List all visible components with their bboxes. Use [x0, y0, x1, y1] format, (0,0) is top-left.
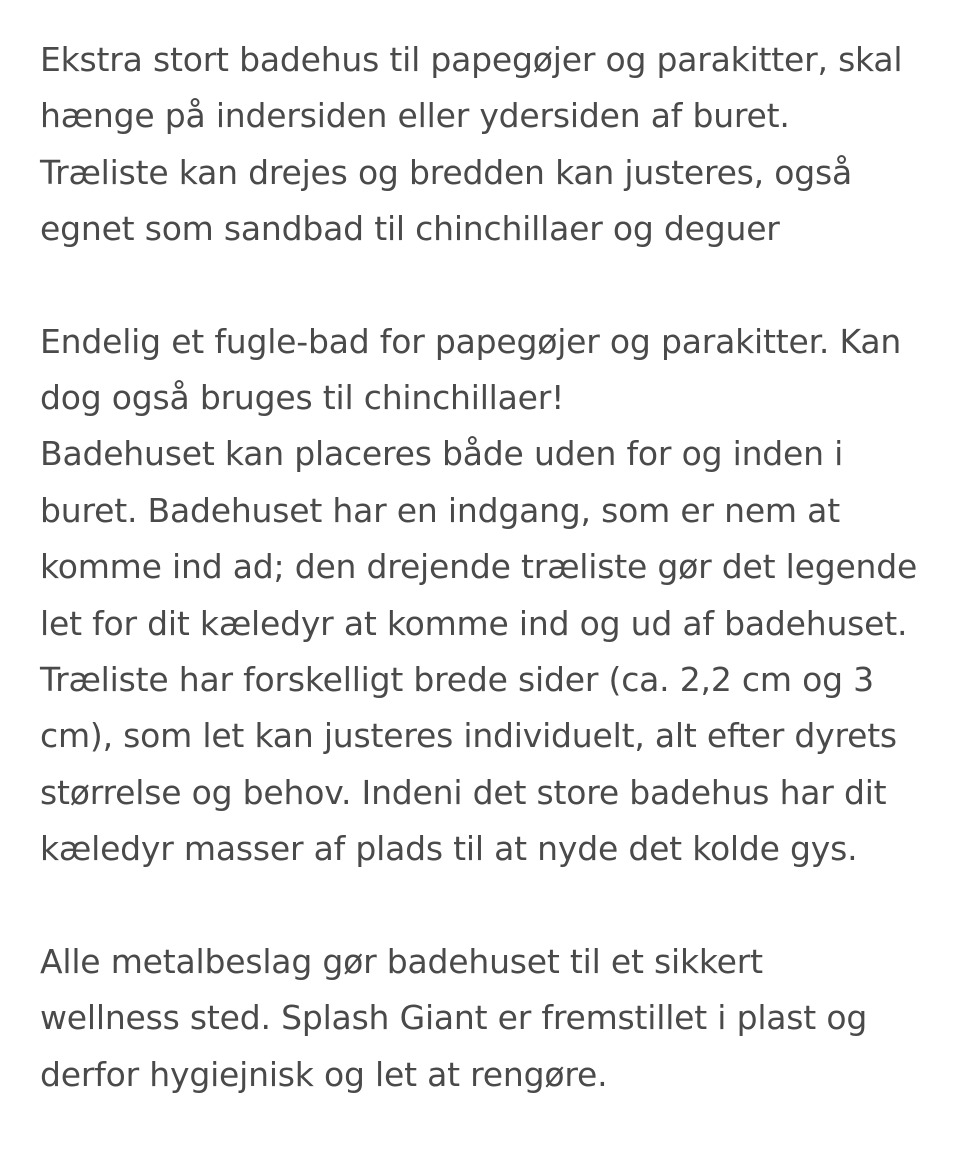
description-paragraph-1	[40, 32, 930, 258]
description-line: Træliste har forskelligt brede sider (ca. 2,2 cm og 3	[40, 660, 874, 700]
description-line: let for dit kæledyr at komme ind og ud af badehuset.	[40, 603, 908, 643]
description-line: kæledyr masser af plads til at nyde det kolde gys.	[40, 829, 858, 869]
description-line: Badehuset kan placeres både uden for og inden i	[40, 434, 844, 474]
description-paragraph-3	[40, 934, 930, 1103]
description-line: størrelse og behov. Indeni det store badehus har dit	[40, 772, 887, 812]
description-line: Alle metalbeslag gør badehuset til et sikkert	[40, 941, 763, 981]
description-line: wellness sted. Splash Giant er fremstillet i plast og	[40, 998, 868, 1038]
description-line: Endelig et fugle-bad for papegøjer og parakitter. Kan	[40, 321, 902, 361]
description-line: Træliste kan drejes og bredden kan justeres, også	[40, 152, 853, 192]
product-description	[40, 32, 930, 1159]
description-line: egnet som sandbad til chinchillaer og deguer	[40, 209, 780, 249]
description-line: Ekstra stort badehus til papegøjer og parakitter, skal	[40, 40, 903, 79]
description-line: hænge på indersiden eller ydersiden af buret.	[40, 96, 790, 136]
description-paragraph-2	[40, 314, 930, 878]
description-line: dog også bruges til chinchillaer!	[40, 378, 565, 418]
description-line: buret. Badehuset har en indgang, som er nem at	[40, 490, 840, 530]
description-line: cm), som let kan justeres individuelt, alt efter dyrets	[40, 716, 897, 756]
description-line: komme ind ad; den drejende træliste gør det legende	[40, 547, 918, 587]
description-line: derfor hygiejnisk og let at rengøre.	[40, 1054, 608, 1094]
